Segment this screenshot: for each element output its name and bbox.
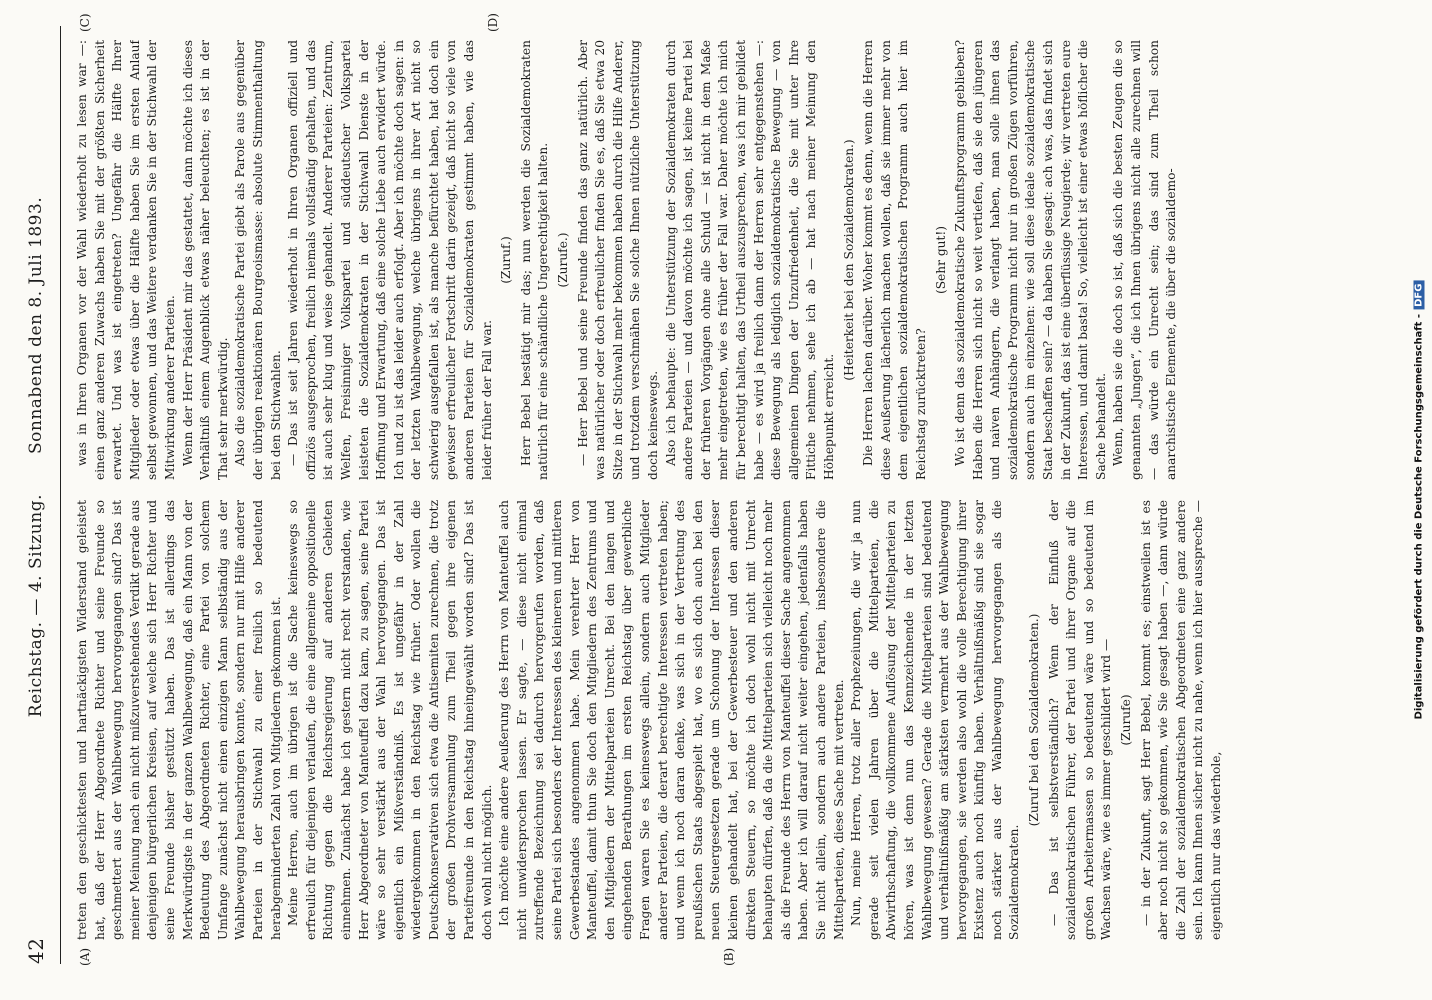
page-number: 42	[24, 937, 48, 964]
paragraph: — Das ist selbstverständlich? Wenn der Einfluß der sozialdemokratischen Führer, der Partei und ihrer Organe auf die großen Arbeitermassen so bedeutend wäre und so bedeutend im Wachsen wäre, wie es immer geschildert wird —	[1046, 500, 1114, 940]
paragraph: was in Ihren Organen vor der Wahl wiederholt zu lesen war —: einen ganz anderen Zuwachs haben Sie mit der größten Sicherheit erwartet. Und was ist eingetreten? Ungefähr die Hälfte Ihrer Mitglieder oder etwas über die Hälfte haben Sie im ersten Anlauf selbst gewonnen, und das Weitere verdanken Sie in der Stichwahl der Mitwirkung anderer Parteien.	[75, 40, 177, 480]
header-left	[24, 494, 48, 964]
interjection: (Zuruf bei den Sozialdemokraten.)	[1027, 613, 1042, 827]
margin-mark-a: (A)	[78, 947, 92, 966]
header-date: Sonnabend den 8. Juli 1893.	[26, 196, 46, 454]
paragraph: Ich möchte eine andere Aeußerung des Herrn von Manteuffel auch nicht unwidersprochen lassen. Er sagte, — diese nicht einmal zutreffende Bezeichnung sei dadurch hervorgerufen worden, daß seine Partei sich besonders der Interessen des kleineren und mittleren Gewerbestandes angenommen habe. Mein verehrter Herr von Manteuffel, damit thun Sie doch den Mitgliedern des Zentrums und den Mitgliedern der Mittelparteien Unrecht. Bei den langen und eingehenden Berathungen im ersten Reichstag über gewerbliche Fragen waren Sie es keineswegs allein, sondern auch Mitglieder anderer Parteien, die derart berechtigte Interessen vertreten haben; und wenn ich noch daran denke, was sich in der Vertretung des preußischen Staats abgespielt hat, wo es sich doch auch bei den neuen Steuergesetzen gerade um Schonung der Interessen dieser kleinen gehandelt hat, bei der Gewerbesteuer und den anderen direkten Steuern, so möchte ich doch wohl nicht mit Unrecht behaupten dürfen, daß da die Mittelparteien sich vielleicht noch mehr als die Freunde des Herrn von Manteuffel dieser Sache angenommen haben. Aber ich will darauf nicht weiter eingehen, jedenfalls haben Sie nicht allein, sondern auch andere Parteien, insbesondere die Mittelparteien, diese Sache mit vertreten.	[497, 500, 846, 940]
header-session-title: Reichstag. — 4. Sitzung.	[26, 494, 46, 718]
paragraph: Also ich behaupte: die Unterstützung der Sozialdemokraten durch andere Parteien — und davon möchte ich sagen, ist keine Partei bei der früheren Vorgängen ohne alle Schuld — ist nicht in dem Maße mehr eingetreten, wie es früher der Fall war. Daher möchte ich mich für berechtigt halten, das Urtheil auszusprechen, was ich mir gebildet habe — es wird ja freilich dann der Herren sehr entgegenstehen —: diese Bewegung als lediglich sozialdemokratische Bewegung — von allgemeinen Dingen der Unzufriedenheit, die Sie mit unter Ihre Fittiche nehmen, sehe ich ab — hat nach meiner Meinung den Höhepunkt erreicht.	[663, 40, 836, 480]
paragraph: Meine Herren, auch im übrigen ist die Sache keineswegs so erfreulich für diejenigen verlaufen, die eine allgemeine oppositionelle Richtung gegen die Reichsregierung auf anderen Gebieten einnehmen. Zunächst habe ich gestern nicht recht verstanden, wie Herr Abgeordneter von Manteuffel dazu kam, zu sagen, seine Partei wäre so sehr verstärkt aus der Wahl hervorgegangen. Das ist eigentlich ein Mißverständniß. Es ist ungefähr in der Zahl wiedergekommen in den Reichstag wie früher. Oder wollen die Deutschkonservativen sich etwa die Antisemiten zurechnen, die trotz der großen Drohversammlung zum Theil gegen ihre eigenen Parteifreunde in den Reichstag hineingewählt worden sind? Das ist doch wohl nicht möglich.	[286, 500, 494, 940]
paragraph: — Herr Bebel und seine Freunde finden das ganz natürlich. Aber was natürlicher oder doch erfreulicher finden Sie es, daß Sie etwa 20 Sitze in der Stichwahl mehr bekommen haben durch die Hilfe Anderer, und trotzdem verschmähen Sie solche Ihnen nützliche Unterstützung doch keineswegs.	[575, 40, 660, 480]
text-column-right	[74, 40, 1414, 480]
text-column-left	[74, 500, 1414, 940]
paragraph: Die Herren lachen darüber. Woher kommt es denn, wenn die Herren diese Aeußerung lächerlich machen wollen, daß sie immer mehr von dem eigentlichen sozialdemokratischen Programm auch hier im Reichstag zurücktreten?	[861, 40, 928, 480]
interjection: (Zuruf.)	[499, 236, 514, 284]
interjection: (Heiterkeit bei den Sozialdemokraten.)	[841, 139, 856, 381]
paragraph: Nun, meine Herren, trotz aller Prophezeiungen, die wir ja nun gerade seit vielen Jahren über die Mittelparteien, die Abwirthschaftung, die vollkommene Auflösung der Mittelparteien zu hören, was ist denn nun das Kennzeichnende in der letzten Wahlbewegung gewesen? Gerade die Mittelparteien sind bedeutend und verhältnißmäßig am stärksten vermehrt aus der Wahlbewegung hervorgegangen, sie werden also wohl die volle Berechtigung ihrer Existenz auch noch künftig haben. Verhältnißmäßig sind sie sogar noch stärker aus der Wahlbewegung hervorgegangen als die Sozialdemokraten.	[849, 500, 1022, 940]
paragraph: — Das ist seit Jahren wiederholt in Ihren Organen offiziell und offiziös ausgesprochen, freilich niemals vollständig gehalten, und das ist auch sehr klug und weise gehandelt. Anderer Parteien: Zentrum, Welfen, Freisinniger Volkspartei und süddeutscher Volkspartei leisteten die Sozialdemokraten in der Stichwahl Dienste in der Hoffnung und Erwartung, daß eine solche Liebe auch erwidert würde. Ich und zu ist das leider auch erfolgt. Aber ich möchte doch sagen: in der letzten Wahlbewegung, welche übrigens in ihrer Art nicht so schwierig ausgefallen ist, als manche befürchtet haben, hat doch ein gewisser erfreulicher Fortschritt darin gezeigt, daß nicht so viele von anderen Parteien für Sozialdemokraten gestimmt haben, wie das leider früher der Fall war.	[286, 40, 494, 480]
paragraph: Also die sozialdemokratische Partei giebt als Parole aus gegenüber der übrigen reaktionären Bourgeoismasse: absolute Stimmenthaltung bei den Stichwahlen.	[233, 40, 283, 480]
header-right	[26, 26, 46, 494]
margin-mark-d: (D)	[486, 13, 500, 32]
digitization-credit-text: Digitalisierung gefördert durch die Deutsche Forschungsgemeinschaft -	[1413, 313, 1425, 720]
page-header	[16, 26, 56, 964]
paragraph: Wenn, haben sie die doch so ist, daß sich die besten Zeugen die so genannten „Jungen“, die ich Ihnen übrigens nicht alle zurechnen will — das würde ein Unrecht sein; das sind zum Theil schon anarchistische Elemente, die über die sozialdemo-	[1111, 40, 1179, 480]
interjection: (Zurufe.)	[556, 232, 571, 288]
digitization-credit	[1414, 281, 1425, 720]
paragraph: Herr Bebel bestätigt mir das; nun werden die Sozialdemokraten natürlich für eine schändliche Ungerechtigkeit halten.	[518, 40, 551, 480]
margin-mark-b: (B)	[722, 947, 736, 966]
paragraph: Wo ist denn das sozialdemokratische Zukunftsprogramm geblieben? Haben die Herren sich nicht so weit vertiefen, daß sie den jüngeren und naiven Anhängern, die verlangt haben, man solle ihnen das sozialdemokratische Programm nicht nur in großen Zügen vorführen, sondern auch im einzelnen: wie soll diese ideale sozialdemokratische Staat beschaffen sein? — da haben Sie gesagt: ach was, das findet sich in der Zukunft, das ist eine überflüssige Neugierde; wir vertreten eure Interessen, und damit basta! So, vielleicht ist einer etwas höflicher die Sache behandelt.	[953, 40, 1108, 480]
paragraph: Wenn der Herr Präsident mir das gestattet, dann möchte ich dieses Verhältniß einem Augenblick etwas näher beleuchten; es ist in der That sehr merkwürdig.	[180, 40, 230, 480]
paragraph: — in der Zukunft, sagt Herr Bebel, kommt es; einstweilen ist es aber noch nicht so gekommen, wie Sie gesagt haben —, dann würde die Zahl der sozialdemokratischen Abgeordneten eine ganz andere sein. Ich kann Ihnen sicher nicht zu nahe, wenn ich hier ausspreche — eigentlich nur das wiederhole,	[1138, 500, 1223, 940]
margin-mark-c: (C)	[78, 13, 92, 32]
dfg-logo: DFG	[1414, 281, 1425, 310]
interjection: (Sehr gut!)	[933, 225, 948, 295]
header-rule	[60, 26, 61, 964]
interjection: (Zurufe)	[1119, 694, 1134, 746]
paragraph: treten den geschicktesten und hartnäckigsten Widerstand geleistet hat, daß der Herr Abgeordnete Richter und seine Freunde so geschmettert aus der Wahlbewegung hervorgegangen sind? Das ist meiner Meinung nach ein nicht mißzuverstehendes Verdikt gerade aus denjenigen bürgerlichen Kreisen, auf welche sich Herr Richter und seine Freunde bisher gestützt haben. Das ist allerdings das Merkwürdigste in der ganzen Wahlbewegung, daß ein Mann von der Bedeutung des Abgeordneten Richter, eine Partei von solchem Umfange zunächst nicht einen einzigen Mann selbständig aus der Wahlbewegung herausbringen konnte, sondern nur mit Hilfe anderer Parteien in der Stichwahl zu einer freilich so bedeutend herabgeminderten Zahl von Mitgliedern gekommen ist.	[75, 500, 283, 940]
